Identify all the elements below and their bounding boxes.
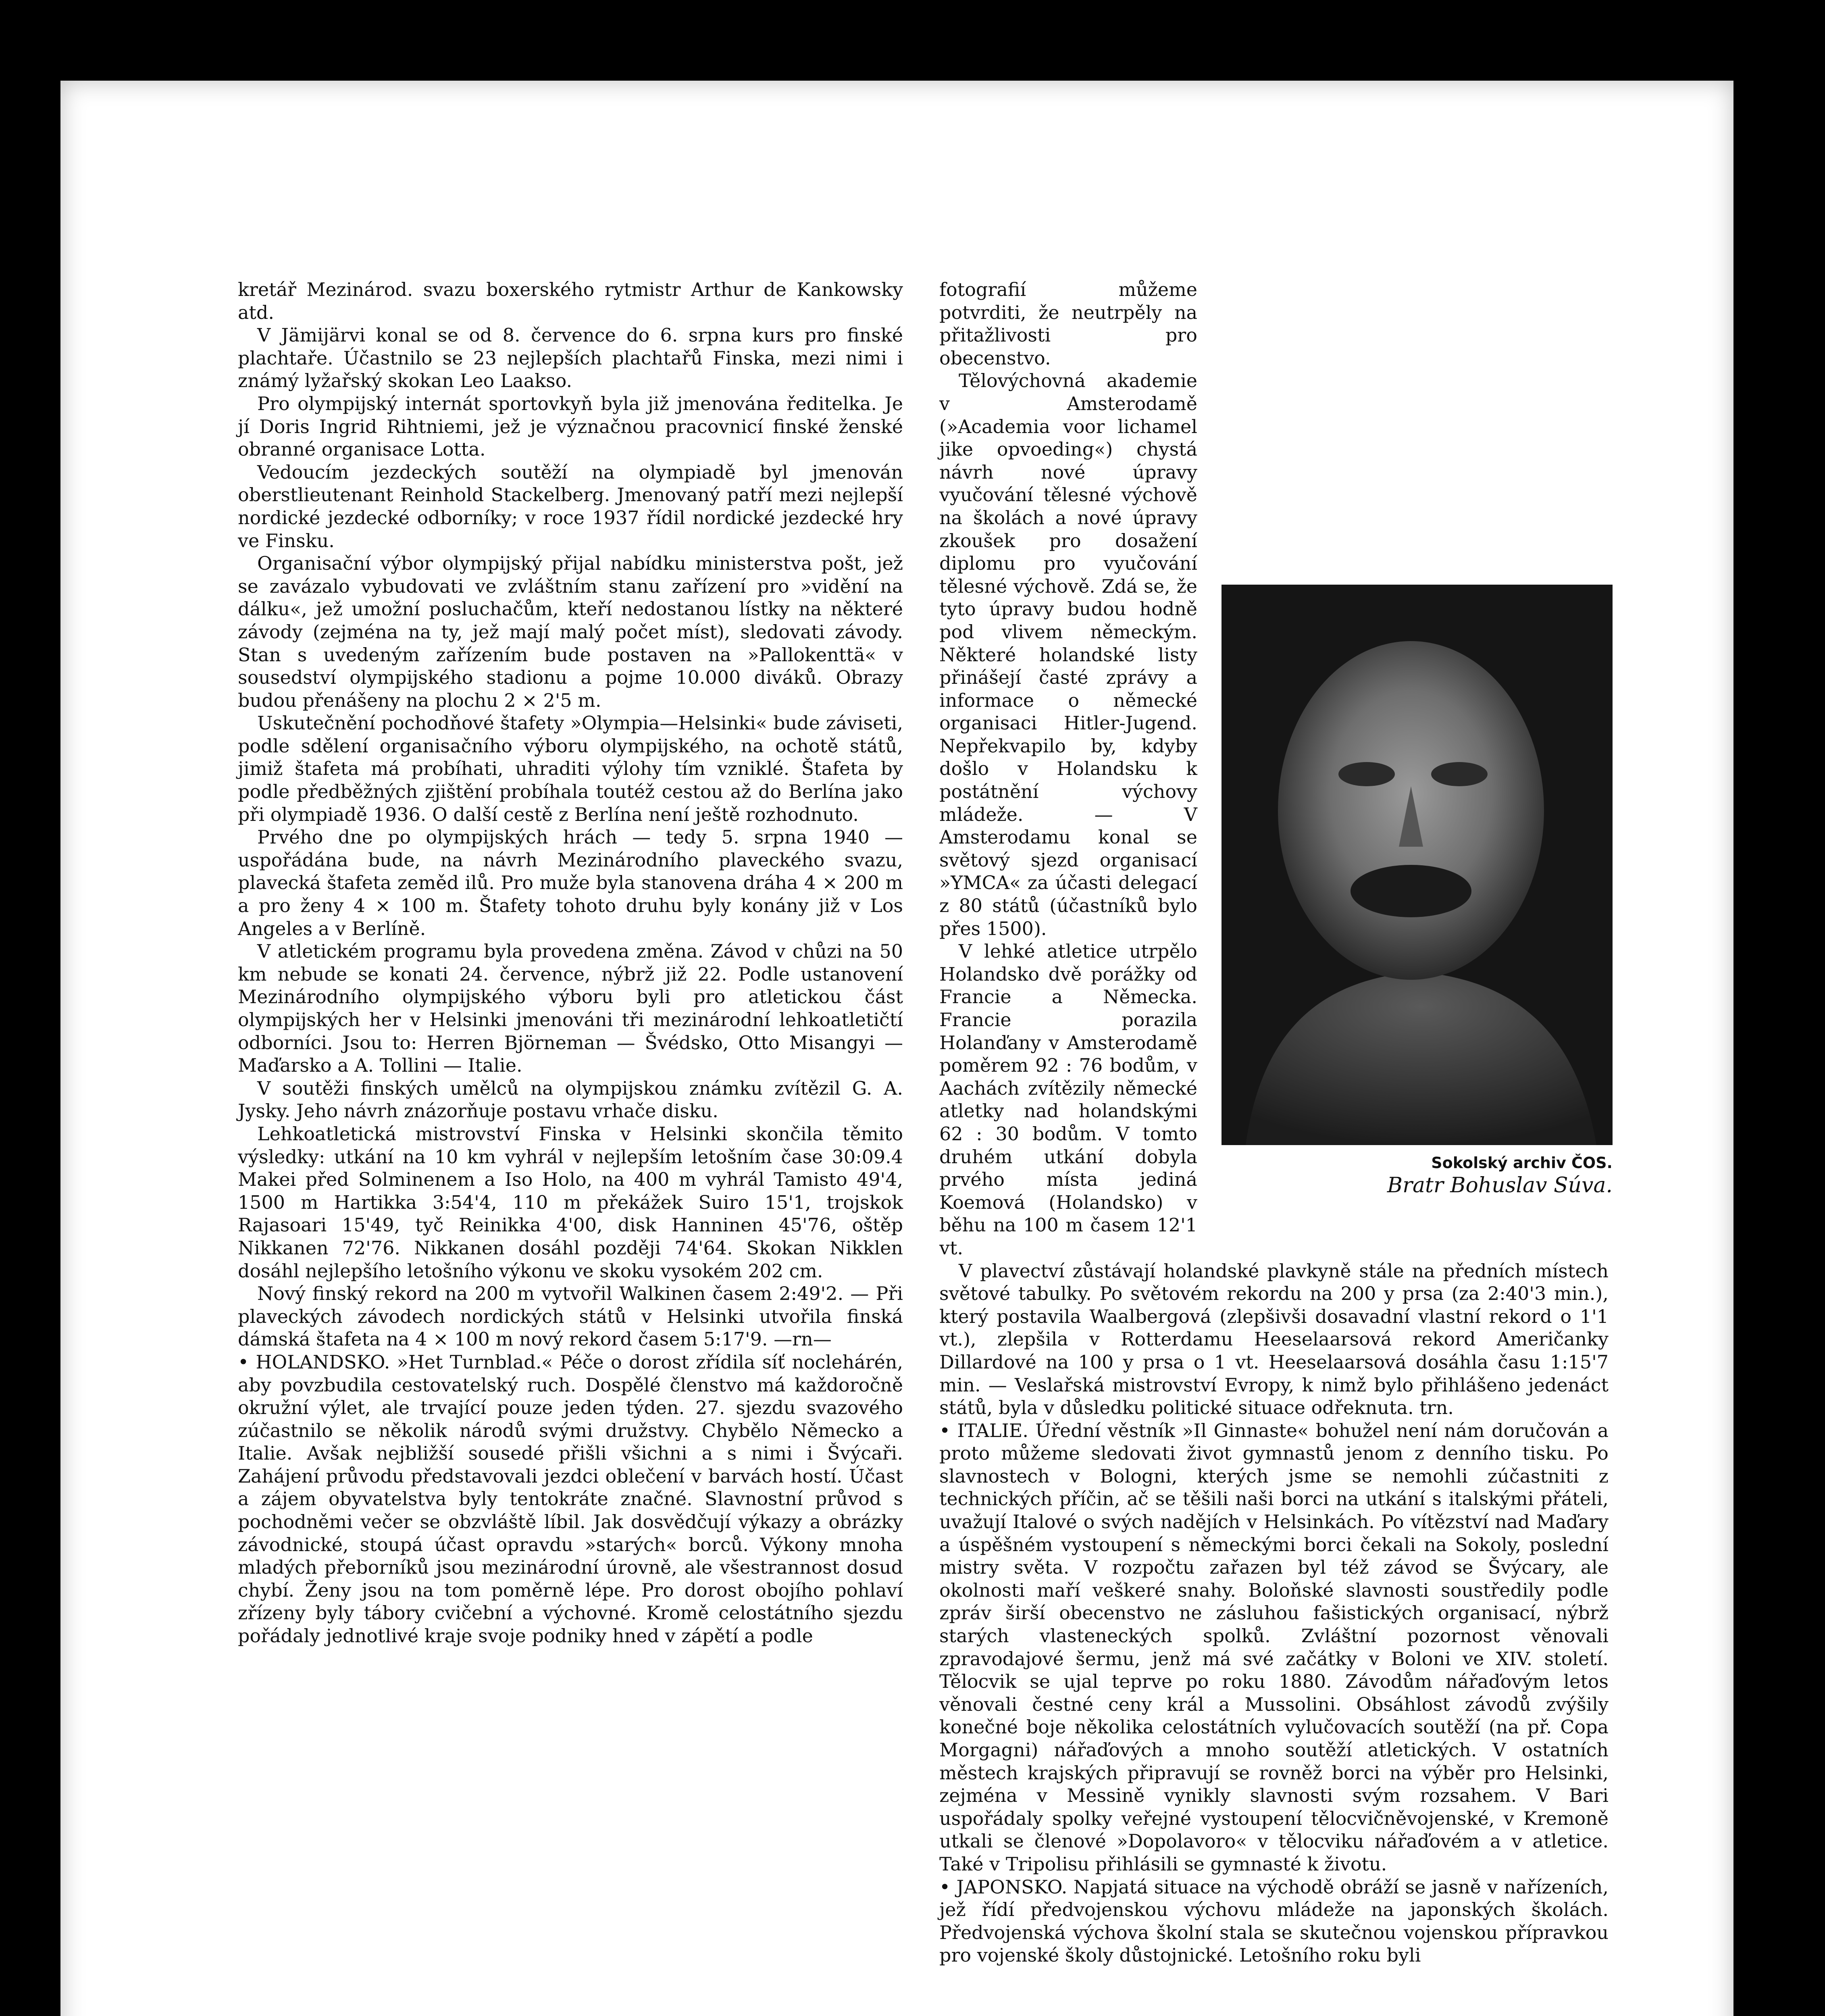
photo-credit: Sokolský archiv ČOS. (1431, 1154, 1613, 1172)
article-paragraph: • ITALIE. Úřední věstník »Il Ginnaste« bohužel není nám doručován a proto můžeme sledovati život gymnastů jenom z denního tisku. Po slavnostech v Bologni, kterých jsme se nemohli zúčastniti z technických příčin, ač se těšili naši borci na utkání s italskými přáteli, uvažují Italové o svých nadějích v Helsinkách. Po vítězství nad Maďary a úspěšném vystoupení s německými borci čekali na Sokoly, poslední mistry světa. V rozpočtu zařazen byl též závod se Švýcary, ale okolnosti maří veškeré snahy. Boloňské slavnosti soustředily podle zpráv širší obecenstvo ne zásluhou fašistických organisací, nýbrž starých vlasteneckých spolků. Zvláštní pozornost věnovali zpravodajové šermu, jenž má své začátky v Boloni ve XIV. století. Tělocvik se ujal teprve po roku 1880. Závodům nářaďovým letos věnovali čestné ceny král a Mussolini. Obsáhlost závodů zvýšily konečné boje několika celostátních vylučovacích soutěží (na př. Copa Morgagni) nářaďových a mnoho soutěží atletických. V ostatních městech krajských připravují se rovněž borci na výběr pro Helsinki, zejména v Messině vynikly slavnosti svým rozsahem. V Bari uspořádaly spolky veřejné vystoupení tělocvičněvojenské, v Kremoně utkali se členové »Dopolavoro« v tělocviku nářaďovém a v atletice. Také v Tripolisu přihlásili se gymnasté k životu. (939, 1419, 1609, 1875)
article-paragraph: Pro olympijský internát sportovkyň byla již jmenována ředitelka. Je jí Doris Ingrid Rihtniemi, jež je význačnou pracovnicí finské ženské obranné organisace Lotta. (238, 392, 903, 460)
article-paragraph: Lehkoatletická mistrovství Finska v Helsinki skončila těmito výsledky: utkání na 10 km vyhrál v nejlepším letošním čase 30:09.4 Makei před Solminenem a Iso Holo, na 400 m vyhrál Tamisto 49'4, 1500 m Hartikka 3:54'4, 110 m překážek Suiro 15'1, trojskok Rajasoari 15'49, tyč Reinikka 4'00, disk Hanninen 45'76, oštěp Nikkanen 72'76. Nikkanen dosáhl později 74'64. Skokan Nikklen dosáhl nejlepšího letošního výkonu ve skoku vysokém 202 cm. (238, 1123, 903, 1282)
article-paragraph: Uskutečnění pochodňové štafety »Olympia—Helsinki« bude záviseti, podle sdělení organisačního výboru olympijského, na ochotě států, jimiž štafeta má probíhati, uhraditi výlohy tím vzniklé. Štafeta by podle předběžných zjištění probíhala toutéž cestou až do Berlína jako při olympiadě 1936. O další cestě z Berlína není ještě rozhodnuto. (238, 712, 903, 825)
article-paragraph: Organisační výbor olympijský přijal nabídku ministerstva pošt, jež se zavázalo vybudovati ve zvláštním stanu zařízení pro »vidění na dálku«, jež umožní posluchačům, kteří nedostanou lístky na některé závody (zejména na ty, jež mají malý počet míst), sledovati závody. Stan s uvedeným zařízením bude postaven na »Pallokenttä« v sousedství olympijského stadionu a pojme 10.000 diváků. Obrazy budou přenášeny na plochu 2 × 2'5 m. (238, 552, 903, 711)
portrait-figure (1222, 585, 1613, 1198)
paper-sheet (60, 81, 1733, 2016)
portrait-photo (1222, 585, 1613, 1145)
article-paragraph: • JAPONSKO. Napjatá situace na východě obráží se jasně v nařízeních, jež řídí předvojenskou výchovu mládeže na japonských školách. Předvojenská výchova školní stala se skutečnou vojenskou přípravkou pro vojenské školy důstojnické. Letošního roku byli (939, 1876, 1609, 1966)
article-paragraph: V Jämijärvi konal se od 8. července do 6. srpna kurs pro finské plachtaře. Účastnilo se 23 nejlepších plachtařů Finska, mezi nimi i známý lyžařský skokan Leo Laakso. (238, 324, 903, 392)
article-paragraph: V lehké atletice utrpělo Holandsko dvě porážky od Francie a Německa. Francie porazila Holanďany v Amsterodamě poměrem 92 : 76 bodům, v Aachách zvítězily německé atletky nad holandskými 62 : 30 bodům. V tomto druhém utkání dobyla prvého místa jediná Koemová (Holandsko) v běhu na 100 m časem 12'1 vt. (939, 940, 1197, 1259)
photo-caption: Bratr Bohuslav Súva. (1387, 1173, 1613, 1198)
portrait-illustration (1222, 585, 1613, 1145)
article-paragraph: V atletickém programu byla provedena změna. Závod v chůzi na 50 km nebude se konati 24. července, nýbrž již 22. Podle ustanovení Mezinárodního olympijského výboru byli pro atletickou část olympijských her v Helsinki jmenováni tři mezinárodní lehkoatletičtí odborníci. Jsou to: Herren Björneman — Švédsko, Otto Misangyi — Maďarsko a A. Tollini — Italie. (238, 940, 903, 1077)
article-paragraph: Prvého dne po olympijských hrách — tedy 5. srpna 1940 — uspořádána bude, na návrh Mezinárodního plaveckého svazu, plavecká štafeta zeměd ilů. Pro muže byla stanovena dráha 4 × 200 m a pro ženy 4 × 100 m. Štafety tohoto druhu byly konány již v Los Angeles a v Berlíně. (238, 826, 903, 939)
article-paragraph: Nový finský rekord na 200 m vytvořil Walkinen časem 2:49'2. — Při plaveckých závodech nordických států v Helsinki utvořila finská dámská štafeta na 4 × 100 m nový rekord časem 5:17'9. —rn— (238, 1283, 903, 1350)
left-column (238, 278, 903, 1647)
article-paragraph: Vedoucím jezdeckých soutěží na olympiadě byl jmenován oberstlieutenant Reinhold Stackelberg. Jmenovaný patří mezi nejlepší nordické jezdecké odborníky; v roce 1937 řídil nordické jezdecké hry ve Finsku. (238, 461, 903, 552)
article-paragraph: • HOLANDSKO. »Het Turnblad.« Péče o dorost zřídila síť noclehárén, aby povzbudila cestovatelský ruch. Dospělé členstvo má každoročně okružní výlet, ale trvající pouze jeden týden. 27. sjezdu svazového zúčastnilo se několik národů svými družstvy. Chybělo Německo a Italie. Avšak nejbližší sousedé přišli všichni a s nimi i Švýcaři. Zahájení průvodu představovali jezdci oblečení v barvách hostí. Účast a zájem obyvatelstva byly tentokráte značné. Slavnostní průvod s pochodněmi večer se obzvláště líbil. Jak dosvědčují výkazy a obrázky závodnické, stoupá účast opravdu »starých« borců. Výkony mnoha mladých přeborníků jsou mezinárodní úrovně, ale všestrannost dosud chybí. Ženy jsou na tom poměrně lépe. Pro dorost obojího pohlaví zřízeny byly tábory cvičební a výchovné. Kromě celostátního sjezdu pořádaly jednotlivé kraje svoje podniky hned v zápětí a podle (238, 1351, 903, 1647)
article-paragraph: fotografií můžeme potvrditi, že neutrpěly na přitažlivosti pro obecenstvo. (939, 279, 1197, 369)
article-paragraph: kretář Mezinárod. svazu boxerského rytmistr Arthur de Kankowsky atd. (238, 279, 903, 323)
article-paragraph: Tělovýchovná akademie v Amsterodamě (»Academia voor lichamel jike opvoeding«) chystá návrh nové úpravy vyučování tělesné výchově na školách a nové úpravy zkoušek pro dosažení diplomu pro vyučování tělesné výchově. Zdá se, že tyto úpravy budou hodně pod vlivem německým. Některé holandské listy přinášejí časté zprávy a informace o německé organisaci Hitler-Jugend. Nepřekvapilo by, kdyby došlo v Holandsku k postátnění výchovy mládeže. — V Amsterodamu konal se světový sjezd organisací »YMCA« za účasti delegací z 80 států (účastníků bylo přes 1500). (939, 370, 1197, 939)
article-paragraph: V plavectví zůstávají holandské plavkyně stále na předních místech světové tabulky. Po světovém rekordu na 200 y prsa (za 2:40'3 min.), který postavila Waalbergová (zlepšivši dosavadní vlastní rekord o 1'1 vt.), zlepšila v Rotterdamu Heeselaarsová rekord Američanky Dillardové na 100 y prsa o 1 vt. Heeselaarsová dosáhla času 1:15'7 min. — Veslařská mistrovství Evropy, k nimž bylo přihlášeno jedenáct států, byla v důsledku politické situace odřeknuta. trn. (939, 1260, 1609, 1419)
article-paragraph: V soutěži finských umělců na olympijskou známku zvítězil G. A. Jysky. Jeho návrh znázorňuje postavu vrhače disku. (238, 1077, 903, 1122)
